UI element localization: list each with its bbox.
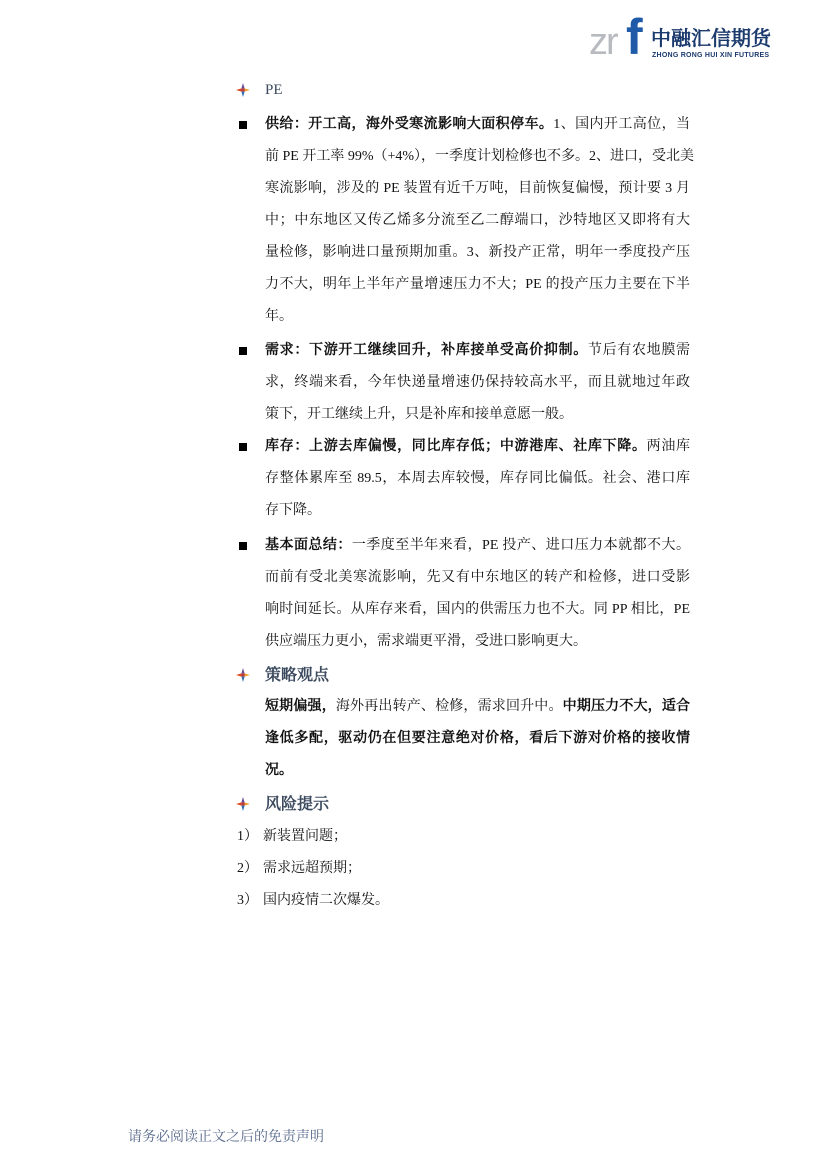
text-line (265, 530, 690, 562)
strategy-text: 况。 (265, 763, 293, 778)
text-line (265, 269, 690, 301)
bullet-text: 响时间延长。从库存来看，国内的供需压力也不大。同 PP 相比，PE (265, 602, 690, 617)
black-square-icon (239, 443, 247, 451)
text-line (265, 755, 690, 787)
black-square-icon (239, 121, 247, 129)
logo-letters-zr: zr (589, 21, 617, 63)
list-item (237, 885, 687, 917)
bullet-text: 存整体累库至 89.5，本周去库较慢，库存同比偏低。社会、港口库 (265, 471, 690, 486)
bullet-text: 存下降。 (265, 503, 321, 518)
footer-disclaimer: 请务必阅读正文之后的免责声明 (128, 1130, 324, 1145)
list-item-text: 国内疫情二次爆发。 (263, 893, 389, 908)
list-item-text: 需求远超预期； (263, 861, 361, 876)
bullet-text: 策下，开工继续上升，只是补库和接单意愿一般。 (265, 407, 573, 422)
text-line (265, 301, 690, 333)
text-line (265, 495, 690, 527)
list-item-number: 2） (237, 861, 258, 876)
strategy-text: 逢低多配，驱动仍在但要注意绝对价格，看后下游对价格的接收情 (265, 731, 690, 746)
bullet-text: 两油库 (646, 439, 691, 454)
text-line (265, 723, 690, 755)
section-heading-text: PE (265, 82, 283, 98)
text-line (265, 237, 690, 269)
bullet-text: 寒流影响，涉及的 PE 装置有近千万吨，目前恢复偏慢，预计要 3 月 (265, 181, 690, 196)
bullet-text: 而前有受北美寒流影响，先又有中东地区的转产和检修，进口受影 (265, 570, 690, 585)
bullet-supply (265, 109, 695, 333)
text-line (265, 335, 690, 367)
bullet-demand (265, 335, 690, 431)
section-heading-text: 策略观点 (265, 665, 330, 684)
text-line (265, 594, 690, 626)
list-item-number: 3） (237, 893, 258, 908)
text-line (265, 463, 690, 495)
bullet-title: 库存：上游去库偏慢，同比库存低；中游港库、社库下降。 (265, 439, 647, 454)
text-line (265, 399, 690, 431)
black-square-icon (239, 542, 247, 550)
bullet-text: 前 PE 开工率 99%（+4%），一季度计划检修也不多。2、进口，受北美 (265, 149, 695, 164)
section-heading-strategy (265, 659, 329, 691)
bullet-text: 供应端压力更小，需求端更平滑，受进口影响更大。 (265, 634, 587, 649)
bullet-title: 基本面总结： (265, 538, 352, 553)
company-name-english: ZHONG RONG HUI XIN FUTURES (652, 52, 770, 59)
text-line (265, 691, 690, 723)
bullet-text: 求，终端来看，今年快递量增速仍保持较高水平，而且就地过年政 (265, 375, 690, 390)
strategy-lead-text: 海外再出转产、检修，需求回升中。 (335, 699, 563, 714)
strategy-paragraph (265, 691, 690, 787)
bullet-text: 节后有农地膜需 (587, 343, 691, 358)
text-line (265, 109, 690, 141)
strategy-lead-bold: 短期偏强， (265, 699, 336, 714)
bullet-text: 量检修，影响进口量预期加重。3、新投产正常，明年一季度投产压 (265, 245, 690, 260)
strategy-lead-bold-2: 中期压力不大，适合 (562, 699, 691, 714)
section-heading-risk (265, 788, 329, 820)
four-point-star-icon (236, 797, 250, 811)
bullet-text: 力不大，明年上半年产量增速压力不大；PE 的投产压力主要在下半 (265, 277, 690, 292)
bullet-inventory (265, 431, 690, 527)
text-line (265, 431, 690, 463)
black-square-icon (239, 347, 247, 355)
list-item (237, 853, 687, 885)
four-point-star-icon (236, 83, 250, 97)
bullet-title: 供给：开工高，海外受寒流影响大面积停车。 (265, 117, 554, 132)
text-line (265, 205, 690, 237)
logo-letter-f: f (626, 9, 643, 65)
section-heading-text: 风险提示 (265, 794, 330, 813)
text-line (265, 141, 695, 173)
list-item-text: 新装置问题； (263, 829, 347, 844)
four-point-star-icon (236, 668, 250, 682)
text-line (265, 173, 690, 205)
section-heading-pe (265, 74, 283, 106)
bullet-text: 中；中东地区又传乙烯多分流至乙二醇端口，沙特地区又即将有大 (265, 213, 690, 228)
risk-list (237, 821, 687, 917)
list-item (237, 821, 687, 853)
bullet-text: 1、国内开工高位，当 (553, 117, 691, 132)
text-line (265, 367, 690, 399)
bullet-title: 需求：下游开工继续回升，补库接单受高价抑制。 (265, 343, 588, 358)
bullet-text: 一季度至半年来看，PE 投产、进口压力本就都不大。 (351, 538, 691, 553)
list-item-number: 1） (237, 829, 258, 844)
text-line (265, 626, 690, 658)
bullet-text: 年。 (265, 309, 293, 324)
bullet-summary (265, 530, 690, 658)
text-line (265, 562, 690, 594)
company-name: 中融汇信期货 (651, 26, 771, 50)
